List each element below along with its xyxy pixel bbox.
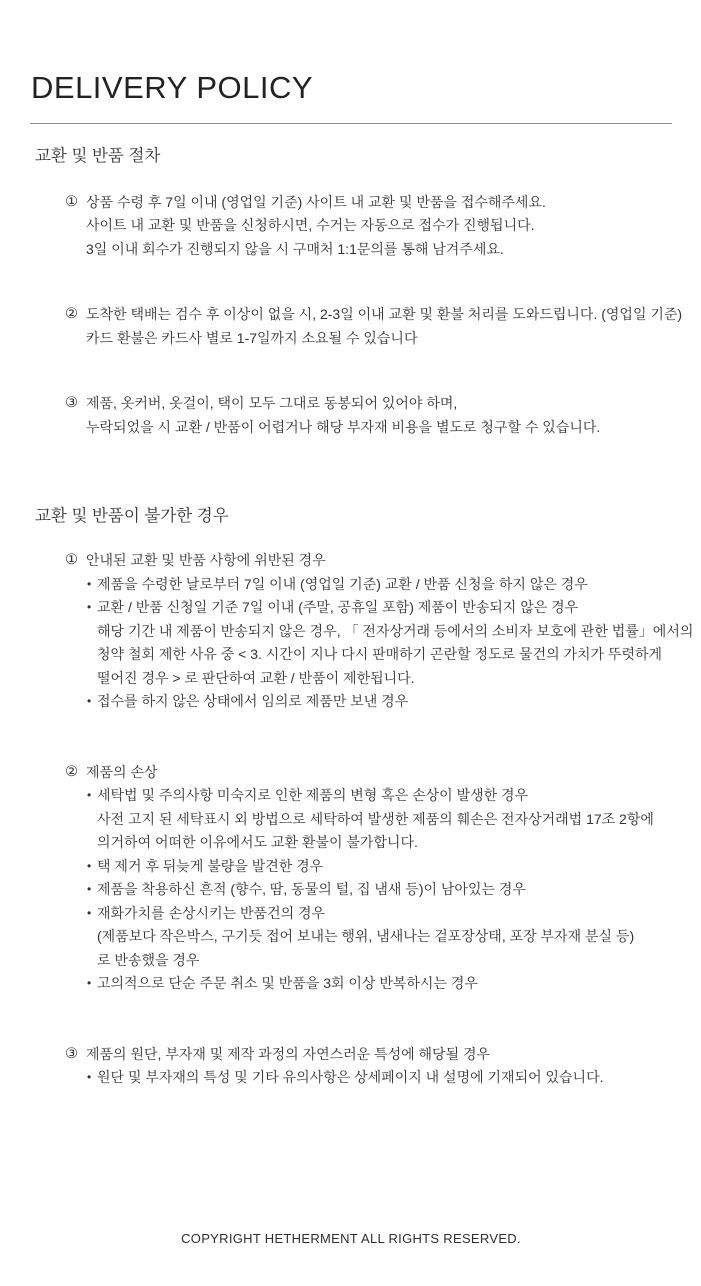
text-line: 상품 수령 후 7일 이내 (영업일 기준) 사이트 내 교환 및 반품을 접수해주세요. [86,193,546,210]
copyright-text: COPYRIGHT HETHERMENT ALL RIGHTS RESERVED. [181,1230,521,1246]
item-number-icon: ① [65,552,78,569]
bullet-text: 제품을 착용하신 흔적 (향수, 땀, 동물의 털, 집 냄새 등)이 남아있는 경우 [97,881,526,898]
section-heading-not-allowed: 교환 및 반품이 불가한 경우 [35,507,229,526]
policy-item-content [86,191,672,262]
text-line: 떨어진 경우 > 로 판단하여 교환 / 반품이 제한됩니다. [97,669,415,686]
text-line: 제품의 원단, 부자재 및 제작 과정의 자연스러운 특성에 해당될 경우 [86,1045,491,1062]
policy-item [65,549,694,714]
policy-item [65,303,683,350]
policy-item-content [86,303,682,350]
bullet-line [86,1066,672,1090]
text-line: 누락되었을 시 교환 / 반품이 어렵거나 해당 부자재 비용을 별도로 청구할 수 있습니다. [86,418,601,435]
bullet-text: 제품을 수령한 날로부터 7일 이내 (영업일 기준) 교환 / 반품 신청을 하지 않은 경우 [97,575,588,592]
policy-item-content [86,1043,672,1090]
bullet-icon: • [87,788,92,803]
item-number-icon: ① [65,193,78,210]
bullet-text: 원단 및 부자재의 특성 및 기타 유의사항은 상세페이지 내 설명에 기재되어 있습니다. [97,1069,604,1086]
bullet-icon: • [87,1070,92,1085]
policy-item-content [86,549,693,714]
text-line: 도착한 택배는 검수 후 이상이 없을 시, 2-3일 이내 교환 및 환불 처리를 도와드립니다. (영업일 기준) [86,306,683,323]
bullet-text: 고의적으로 단순 주문 취소 및 반품을 3회 이상 반복하시는 경우 [97,975,478,992]
bullet-line [86,784,672,808]
policy-item [65,1043,672,1090]
policy-item-content [86,392,672,439]
bullet-line [86,573,693,597]
title-divider [30,123,672,124]
bullet-line [86,855,672,879]
footer [30,1231,672,1246]
text-line: 카드 환불은 카드사 별로 1-7일까지 소요될 수 있습니다 [86,329,418,346]
bullet-icon: • [87,858,92,873]
policy-item-content [86,761,672,996]
bullet-text: 교환 / 반품 신청일 기준 7일 이내 (주말, 공휴일 포함) 제품이 반송되지 않은 경우 [97,599,579,616]
bullet-icon: • [87,600,92,615]
item-number-icon: ② [65,306,78,323]
bullet-text: 재화가치를 손상시키는 반품건의 경우 [97,904,326,921]
bullet-icon: • [87,976,92,991]
bullet-icon: • [87,694,92,709]
bullet-line [86,902,672,926]
text-line: 제품의 손상 [86,763,158,780]
bullet-text: 접수를 하지 않은 상태에서 임의로 제품만 보낸 경우 [97,693,409,710]
section-exchange-return-procedure [30,147,683,439]
section-exchange-return-not-allowed [30,507,694,1089]
policy-item [65,761,672,996]
text-line: 3일 이내 회수가 진행되지 않을 시 구매처 1:1문의를 통해 남겨주세요. [86,240,504,257]
bullet-line [86,690,693,714]
text-line: 사전 고지 된 세탁표시 외 방법으로 세탁하여 발생한 제품의 훼손은 전자상거래법 17조 2항에 [97,810,654,827]
procedure-item-list [30,191,683,440]
text-line: (제품보다 작은박스, 구기듯 접어 보내는 행위, 냄새나는 겉포장상태, 포장 부자재 분실 등) [97,928,635,945]
bullet-text: 택 제거 후 뒤늦게 불량을 발견한 경우 [97,857,324,874]
text-line: 청약 철회 제한 사유 중 < 3. 시간이 지나 다시 판매하기 곤란할 정도로 물건의 가치가 뚜렷하게 [97,646,663,663]
bullet-line [86,878,672,902]
bullet-icon: • [87,576,92,591]
text-line: 사이트 내 교환 및 반품을 신청하시면, 수거는 자동으로 접수가 진행됩니다. [86,217,535,234]
page-title: DELIVERY POLICY [31,70,314,105]
item-number-icon: ③ [65,395,78,412]
bullet-text: 세탁법 및 주의사항 미숙지로 인한 제품의 변형 혹은 손상이 발생한 경우 [97,787,529,804]
text-line: 제품, 옷커버, 옷걸이, 택이 모두 그대로 동봉되어 있어야 하며, [86,395,458,412]
policy-item [65,191,672,262]
text-line: 의거하여 어떠한 이유에서도 교환 환불이 불가합니다. [97,834,418,851]
bullet-icon: • [87,905,92,920]
section-heading-procedure: 교환 및 반품 절차 [35,147,161,165]
item-number-icon: ③ [65,1045,78,1062]
not-allowed-item-list [30,549,694,1090]
text-line: 안내된 교환 및 반품 사항에 위반된 경우 [86,552,326,569]
item-number-icon: ② [65,763,78,780]
text-line: 로 반송했을 경우 [97,951,200,968]
bullet-line [86,596,693,620]
policy-item [65,392,672,439]
bullet-icon: • [87,882,92,897]
bullet-line [86,972,672,996]
text-line: 해당 기간 내 제품이 반송되지 않은 경우, 「 전자상거래 등에서의 소비자 보호에 관한 법률」에서의 [97,622,694,639]
